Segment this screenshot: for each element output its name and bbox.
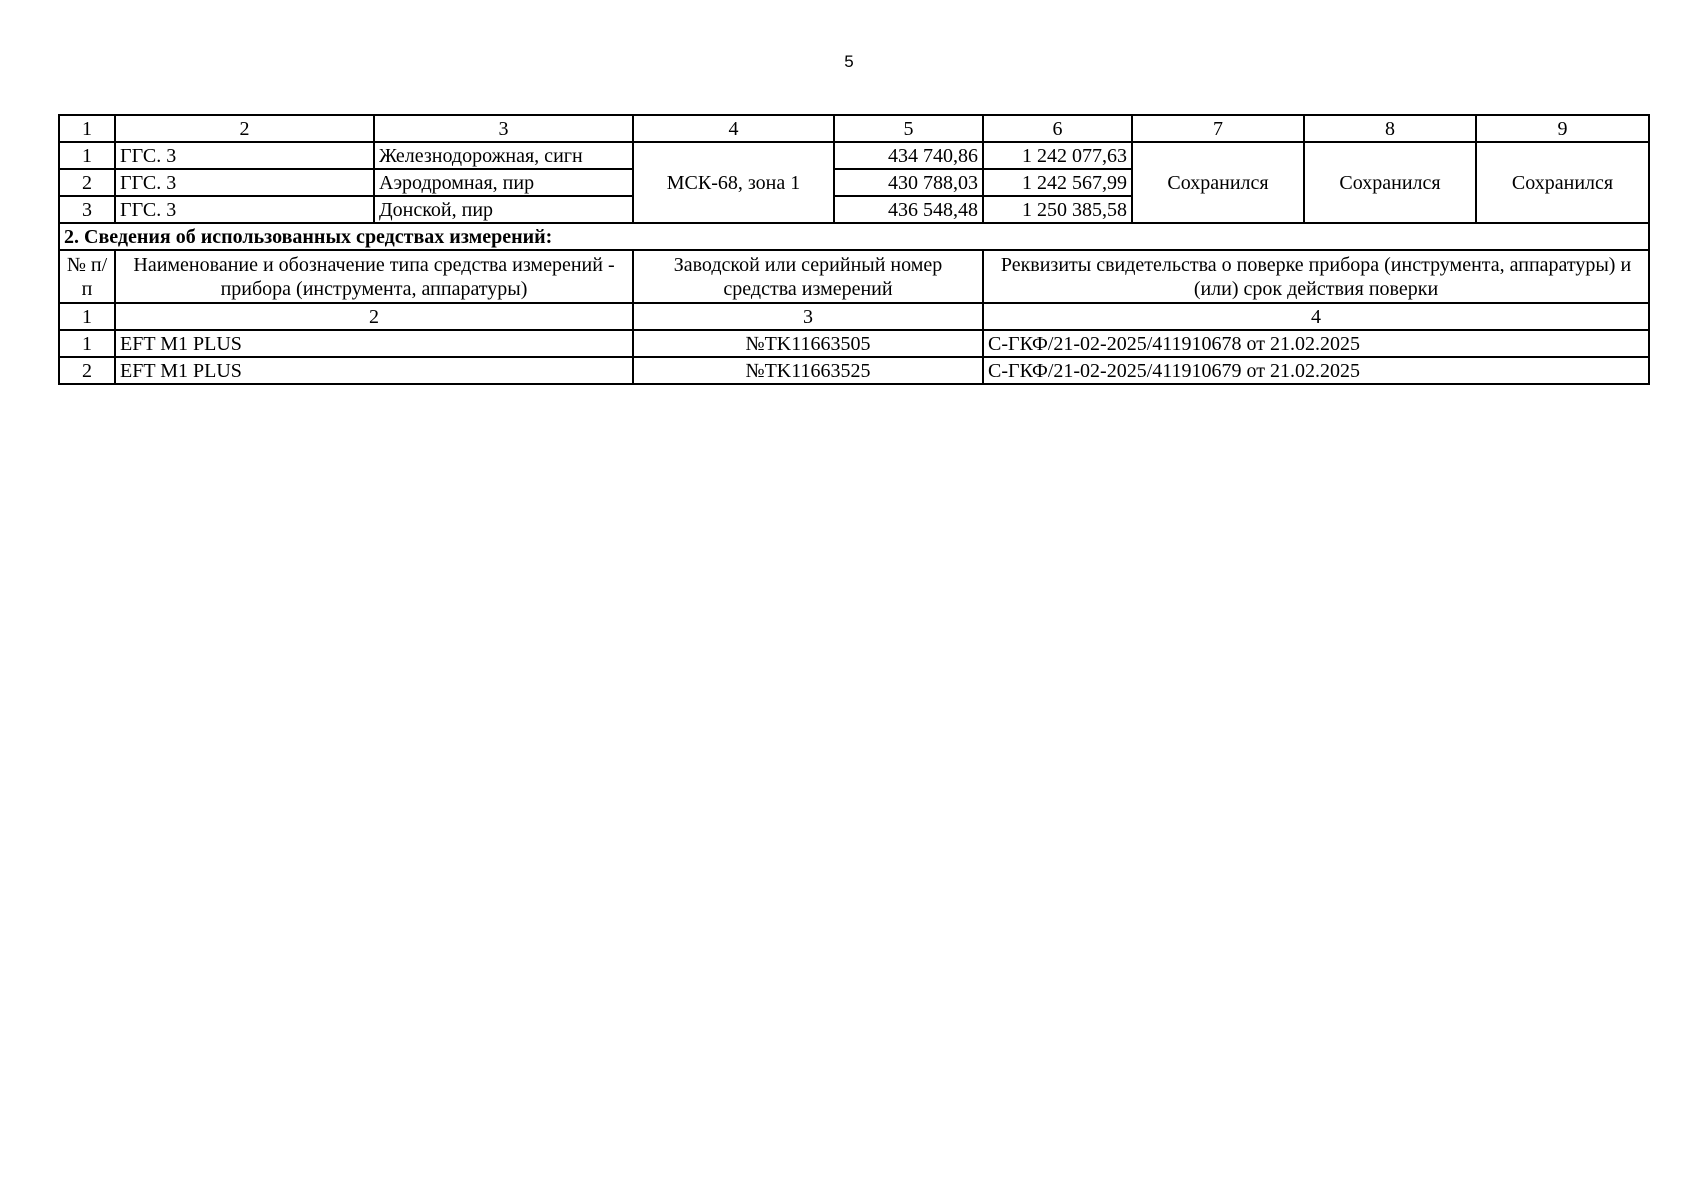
- col-number: 4: [983, 303, 1649, 330]
- col-number: 3: [633, 303, 983, 330]
- header-num: № п/п: [59, 250, 115, 303]
- survey-table: [58, 114, 1650, 385]
- coord-x: 436 548,48: [834, 196, 983, 223]
- instrument-name: EFT M1 PLUS: [115, 357, 633, 384]
- point-name: Аэродромная, пир: [374, 169, 633, 196]
- point-type: ГГС. 3: [115, 142, 374, 169]
- point-name: Железнодорожная, сигн: [374, 142, 633, 169]
- row-number: 1: [59, 142, 115, 169]
- point-type: ГГС. 3: [115, 196, 374, 223]
- instrument-serial: №TK11663525: [633, 357, 983, 384]
- instruments-header-row: [59, 250, 1649, 303]
- col-number: 1: [59, 303, 115, 330]
- col-number: 7: [1132, 115, 1304, 142]
- col-number: 6: [983, 115, 1132, 142]
- col-number: 4: [633, 115, 834, 142]
- coord-y: 1 242 567,99: [983, 169, 1132, 196]
- instrument-certificate: С-ГКФ/21-02-2025/411910679 от 21.02.2025: [983, 357, 1649, 384]
- row-number: 2: [59, 357, 115, 384]
- coord-x: 434 740,86: [834, 142, 983, 169]
- state-col7: Сохранился: [1132, 142, 1304, 223]
- instrument-certificate: С-ГКФ/21-02-2025/411910678 от 21.02.2025: [983, 330, 1649, 357]
- coord-y: 1 250 385,58: [983, 196, 1132, 223]
- col-number: 8: [1304, 115, 1476, 142]
- table-row: [59, 357, 1649, 384]
- point-type: ГГС. 3: [115, 169, 374, 196]
- header-instrument-name: Наименование и обозначение типа средства измерений - прибора (инструмента, аппаратуры): [115, 250, 633, 303]
- instrument-name: EFT M1 PLUS: [115, 330, 633, 357]
- col-number: 2: [115, 115, 374, 142]
- point-name: Донской, пир: [374, 196, 633, 223]
- col-number: 1: [59, 115, 115, 142]
- state-col8: Сохранился: [1304, 142, 1476, 223]
- table-row: [59, 330, 1649, 357]
- table-row: [59, 142, 1649, 169]
- coord-y: 1 242 077,63: [983, 142, 1132, 169]
- row-number: 3: [59, 196, 115, 223]
- header-serial: Заводской или серийный номер средства измерений: [633, 250, 983, 303]
- state-col9: Сохранился: [1476, 142, 1649, 223]
- row-number: 1: [59, 330, 115, 357]
- row-number: 2: [59, 169, 115, 196]
- page-number: 5: [844, 52, 854, 71]
- coord-x: 430 788,03: [834, 169, 983, 196]
- column-number-row: [59, 115, 1649, 142]
- col-number: 2: [115, 303, 633, 330]
- section-title: 2. Сведения об использованных средствах измерений:: [59, 223, 1649, 250]
- coord-system: МСК-68, зона 1: [633, 142, 834, 223]
- instrument-serial: №TK11663505: [633, 330, 983, 357]
- instruments-column-number-row: [59, 303, 1649, 330]
- header-certificate: Реквизиты свидетельства о поверке прибора (инструмента, аппаратуры) и (или) срок действия поверки: [983, 250, 1649, 303]
- col-number: 9: [1476, 115, 1649, 142]
- section-title-row: [59, 223, 1649, 250]
- col-number: 5: [834, 115, 983, 142]
- col-number: 3: [374, 115, 633, 142]
